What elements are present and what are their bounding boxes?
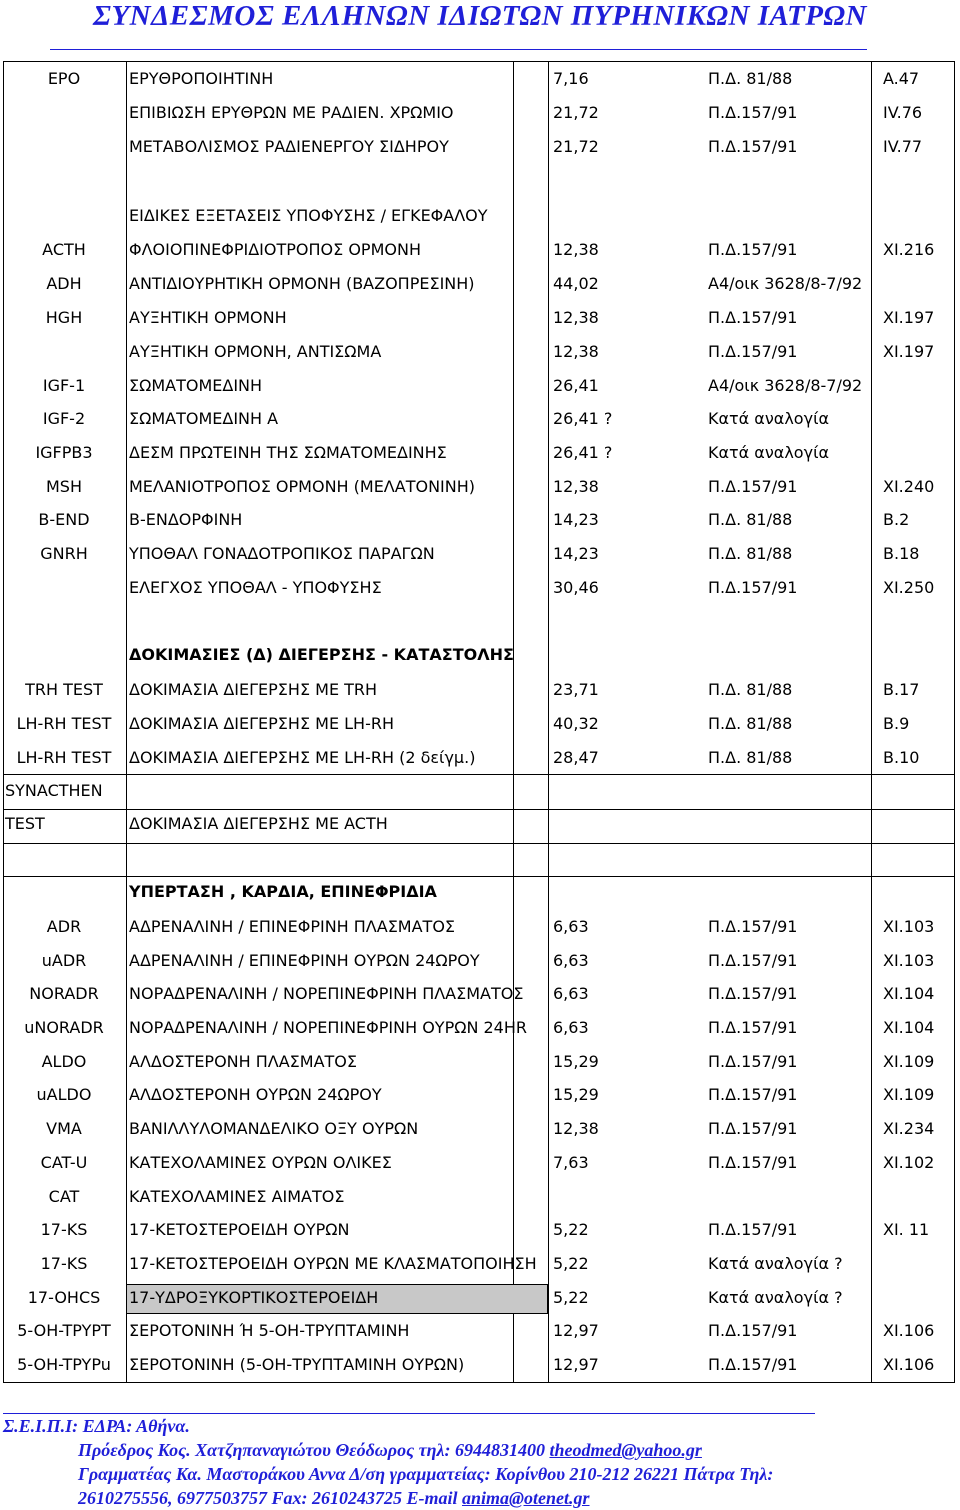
cell-ref: XI.104 xyxy=(883,1018,935,1037)
cell-name: ΦΛΟΙΟΠΙΝΕΦΡΙΔΙΟΤΡΟΠΟΣ ΟΡΜΟΝΗ xyxy=(129,240,421,259)
cell-ref: XI.197 xyxy=(883,342,935,361)
cell-code: ALDO xyxy=(41,1052,87,1071)
cell-ref: XI.102 xyxy=(883,1153,935,1172)
cell-ref: XI.109 xyxy=(883,1085,935,1104)
cell-price: 28,47 xyxy=(553,748,599,767)
cell-law: Π.Δ.157/91 xyxy=(708,137,798,156)
header-divider xyxy=(50,49,867,50)
cell-ref: B.10 xyxy=(883,748,920,767)
cell-law: Π.Δ.157/91 xyxy=(708,1153,798,1172)
footer-contact xyxy=(78,1486,958,1510)
cell-name: ΜΕΛΑΝΙΟΤΡΟΠΟΣ ΟΡΜΟΝΗ (ΜΕΛΑΤΟΝΙΝΗ) xyxy=(129,477,475,496)
row-divider xyxy=(3,843,955,844)
cell-law: Π.Δ.157/91 xyxy=(708,1355,798,1374)
cell-ref: XI.197 xyxy=(883,308,935,327)
cell-law: Π.Δ. 81/88 xyxy=(708,714,793,733)
cell-name: ΑΔΡΕΝΑΛΙΝΗ / ΕΠΙΝΕΦΡΙΝΗ ΟΥΡΩΝ 24ΩΡΟΥ xyxy=(129,951,480,970)
cell-name: ΔΕΣΜ ΠΡΩΤΕΙΝΗ ΤΗΣ ΣΩΜΑΤΟΜΕΔΙΝΗΣ xyxy=(129,443,447,462)
cell-ref: XI. 11 xyxy=(883,1220,930,1239)
cell-name: ΑΛΔΟΣΤΕΡΟΝΗ ΠΛΑΣΜΑΤΟΣ xyxy=(129,1052,358,1071)
cell-law: Κατά αναλογία ? xyxy=(708,1288,843,1307)
cell-law: Π.Δ.157/91 xyxy=(708,951,798,970)
cell-price: 44,02 xyxy=(553,274,599,293)
cell-name: ΜΕΤΑΒΟΛΙΣΜΟΣ ΡΑΔΙΕΝΕΡΓΟΥ ΣΙΔΗΡΟΥ xyxy=(129,137,449,156)
cell-name: 17-ΚΕΤΟΣΤΕΡΟΕΙΔΗ ΟΥΡΩΝ xyxy=(129,1220,350,1239)
cell-name: ΚΑΤΕΧΟΛΑΜΙΝΕΣ ΑΙΜΑΤΟΣ xyxy=(129,1187,345,1206)
footer-address: Σ.Ε.Ι.Π.Ι: ΕΔΡΑ: Αθήνα. xyxy=(3,1416,190,1436)
cell-code: ADH xyxy=(46,274,82,293)
cell-name: ΝΟΡΑΔΡΕΝΑΛΙΝΗ / ΝΟΡΕΠΙΝΕΦΡΙΝΗ ΠΛΑΣΜΑΤΟΣ xyxy=(129,984,524,1003)
cell-law: Π.Δ.157/91 xyxy=(708,477,798,496)
cell-code: uNORADR xyxy=(24,1018,104,1037)
cell-law: Π.Δ. 81/88 xyxy=(708,69,793,88)
cell-name: ΕΛΕΓΧΟΣ ΥΠΟΘΑΛ - ΥΠΟΦΥΣΗΣ xyxy=(129,578,382,597)
cell-price: 7,63 xyxy=(553,1153,589,1172)
cell-law: Π.Δ.157/91 xyxy=(708,1018,798,1037)
cell-price: 40,32 xyxy=(553,714,599,733)
cell-price: 23,71 xyxy=(553,680,599,699)
cell-law: Α4/οικ 3628/8-7/92 xyxy=(708,376,863,395)
cell-price: 6,63 xyxy=(553,951,589,970)
footer-president-text: Πρόεδρος Κος. Χατζηπαναγιώτου Θεόδωρος τηλ: 6944831400 xyxy=(78,1440,550,1460)
cell-law: Π.Δ.157/91 xyxy=(708,1119,798,1138)
cell-law: Π.Δ. 81/88 xyxy=(708,680,793,699)
cell-price: 26,41 ? xyxy=(553,409,613,428)
cell-law: Π.Δ.157/91 xyxy=(708,342,798,361)
cell-code: NORADR xyxy=(29,984,99,1003)
section-title-stimulation-tests: ΔΟΚΙΜΑΣΙΕΣ (Δ) ΔΙΕΓΕΡΣΗΣ - ΚΑΤΑΣΤΟΛΗΣ xyxy=(129,645,514,664)
cell-law: Π.Δ.157/91 xyxy=(708,578,798,597)
cell-price: 7,16 xyxy=(553,69,589,88)
cell-law: Κατά αναλογία xyxy=(708,409,830,428)
cell-ref: XI.103 xyxy=(883,951,935,970)
cell-code: uADR xyxy=(41,951,87,970)
cell-name: 17-ΥΔΡΟΞΥΚΟΡΤΙΚΟΣΤΕΡΟΕΙΔΗ xyxy=(129,1288,379,1307)
cell-code: 17-KS xyxy=(40,1220,88,1239)
cell-code: ADR xyxy=(46,917,82,936)
cell-code: CAT xyxy=(48,1187,80,1206)
column-divider xyxy=(871,61,872,1383)
cell-price: 15,29 xyxy=(553,1085,599,1104)
cell-price: 5,22 xyxy=(553,1220,589,1239)
cell-name: ΣΕΡΟΤΟΝΙΝΗ (5-OH-ΤΡΥΠΤΑΜΙΝΗ ΟΥΡΩΝ) xyxy=(129,1355,465,1374)
cell-law: Π.Δ. 81/88 xyxy=(708,748,793,767)
cell-code: 5-OH-TPYPu xyxy=(17,1355,111,1374)
cell-law: Π.Δ.157/91 xyxy=(708,1220,798,1239)
cell-code: 5-OH-TPYPT xyxy=(17,1321,111,1340)
cell-price: 14,23 xyxy=(553,510,599,529)
cell-price: 26,41 xyxy=(553,376,599,395)
cell-code: GNRH xyxy=(40,544,88,563)
cell-name: ΝΟΡΑΔΡΕΝΑΛΙΝΗ / ΝΟΡΕΠΙΝΕΦΡΙΝΗ ΟΥΡΩΝ 24HR xyxy=(129,1018,527,1037)
cell-name: ΑΥΞΗΤΙΚΗ ΟΡΜΟΝΗ, ΑΝΤΙΣΩΜΑ xyxy=(129,342,382,361)
cell-law: Α4/οικ 3628/8-7/92 xyxy=(708,274,863,293)
column-divider xyxy=(548,61,549,1383)
cell-price: 12,38 xyxy=(553,1119,599,1138)
cell-code: MSH xyxy=(46,477,82,496)
cell-ref: B.9 xyxy=(883,714,910,733)
cell-code: 17-OHCS xyxy=(27,1288,101,1307)
cell-ref: B.2 xyxy=(883,510,910,529)
cell-name: ΣΩΜΑΤΟΜΕΔΙΝΗ Α xyxy=(129,409,279,428)
cell-code: TRH TEST xyxy=(25,680,103,699)
cell-name: 17-ΚΕΤΟΣΤΕΡΟΕΙΔΗ ΟΥΡΩΝ ΜΕ ΚΛΑΣΜΑΤΟΠΟΙΗΣΗ xyxy=(129,1254,537,1273)
cell-ref: A.47 xyxy=(883,69,920,88)
cell-law: Π.Δ. 81/88 xyxy=(708,544,793,563)
cell-code: B-END xyxy=(38,510,90,529)
cell-ref: XI.250 xyxy=(883,578,935,597)
cell-law: Π.Δ.157/91 xyxy=(708,917,798,936)
cell-code: uALDO xyxy=(36,1085,92,1104)
cell-price: 5,22 xyxy=(553,1288,589,1307)
cell-ref: XI.109 xyxy=(883,1052,935,1071)
cell-ref: XI.240 xyxy=(883,477,935,496)
cell-ref: XI.106 xyxy=(883,1321,935,1340)
cell-price: 5,22 xyxy=(553,1254,589,1273)
cell-price: 30,46 xyxy=(553,578,599,597)
footer-president xyxy=(78,1438,958,1462)
cell-law: Π.Δ. 81/88 xyxy=(708,510,793,529)
cell-price: 12,97 xyxy=(553,1321,599,1340)
cell-price: 12,38 xyxy=(553,240,599,259)
cell-name: ΔΟΚΙΜΑΣΙΑ ΔΙΕΓΕΡΣΗΣ ΜΕ LH-RH xyxy=(129,714,395,733)
cell-code: IGFPB3 xyxy=(35,443,93,462)
cell-law: Κατά αναλογία xyxy=(708,443,830,462)
cell-price: 6,63 xyxy=(553,1018,589,1037)
cell-law: Π.Δ.157/91 xyxy=(708,984,798,1003)
row-divider xyxy=(3,876,955,877)
cell-law: Π.Δ.157/91 xyxy=(708,1085,798,1104)
cell-name: ΔΟΚΙΜΑΣΙΑ ΔΙΕΓΕΡΣΗΣ ΜΕ TRH xyxy=(129,680,378,699)
cell-law: Π.Δ.157/91 xyxy=(708,240,798,259)
cell-code: IGF-1 xyxy=(42,376,86,395)
cell-code: VMA xyxy=(46,1119,82,1138)
section-title-hypertension: ΥΠΕΡΤΑΣΗ , ΚΑΡΔΙΑ, ΕΠΙΝΕΦΡΙΔΙΑ xyxy=(129,882,437,901)
cell-name: ΒΑΝΙΛΛΥΛΟΜΑΝΔΕΛΙΚΟ ΟΞΥ ΟΥΡΩΝ xyxy=(129,1119,419,1138)
cell-code: ACTH xyxy=(42,240,86,259)
cell-price: 26,41 ? xyxy=(553,443,613,462)
cell-law: Π.Δ.157/91 xyxy=(708,103,798,122)
cell-law: Π.Δ.157/91 xyxy=(708,1321,798,1340)
cell-ref: XI.106 xyxy=(883,1355,935,1374)
cell-name: ΥΠΟΘΑΛ ΓΟΝΑΔΟΤΡΟΠΙΚΟΣ ΠΑΡΑΓΩΝ xyxy=(129,544,435,563)
footer-president-email[interactable]: theodmed@yahoo.gr xyxy=(549,1440,702,1460)
cell-name: B-ΕΝΔΟΡΦΙΝΗ xyxy=(129,510,243,529)
footer-contact-email[interactable]: anima@otenet.gr xyxy=(462,1488,590,1508)
cell-name: ΣΕΡΟΤΟΝΙΝΗ Ή 5-OH-ΤΡΥΠΤΑΜΙΝΗ xyxy=(129,1321,410,1340)
page-title: ΣΥΝΔΕΣΜΟΣ ΕΛΛΗΝΩΝ ΙΔΙΩΤΩΝ ΠΥΡΗΝΙΚΩΝ ΙΑΤΡΩΝ xyxy=(93,0,867,32)
cell-ref: XI.103 xyxy=(883,917,935,936)
column-divider xyxy=(126,61,127,1383)
cell-ref: XI.104 xyxy=(883,984,935,1003)
cell-name: ΑΝΤΙΔΙΟΥΡΗΤΙΚΗ ΟΡΜΟΝΗ (ΒΑΖΟΠΡΕΣΙΝΗ) xyxy=(129,274,475,293)
section-title-pituitary: ΕΙΔΙΚΕΣ ΕΞΕΤΑΣΕΙΣ ΥΠΟΦΥΣΗΣ / ΕΓΚΕΦΑΛΟΥ xyxy=(129,206,488,225)
cell-price: 21,72 xyxy=(553,137,599,156)
cell-price: 12,38 xyxy=(553,477,599,496)
row-divider xyxy=(3,809,955,810)
cell-code: EPO xyxy=(47,69,81,88)
cell-price: 6,63 xyxy=(553,917,589,936)
cell-price: 12,38 xyxy=(553,308,599,327)
cell-price: 12,97 xyxy=(553,1355,599,1374)
cell-ref: B.18 xyxy=(883,544,920,563)
column-divider xyxy=(513,61,514,1383)
cell-name: ΔΟΚΙΜΑΣΙΑ ΔΙΕΓΕΡΣΗΣ ΜΕ LH-RH (2 δείγμ.) xyxy=(129,748,476,767)
cell-name: ΣΩΜΑΤΟΜΕΔΙΝΗ xyxy=(129,376,263,395)
cell-ref: IV.77 xyxy=(883,137,923,156)
cell-law: Κατά αναλογία ? xyxy=(708,1254,843,1273)
cell-code: HGH xyxy=(45,308,83,327)
row-divider xyxy=(3,774,955,775)
cell-code: CAT-U xyxy=(40,1153,88,1172)
cell-law: Π.Δ.157/91 xyxy=(708,308,798,327)
cell-ref: XI.216 xyxy=(883,240,935,259)
footer-contact-text: 2610275556, 6977503757 Fax: 2610243725 E-mail xyxy=(78,1488,463,1508)
cell-code: LH-RH TEST xyxy=(16,748,112,767)
cell-name: ΚΑΤΕΧΟΛΑΜΙΝΕΣ ΟΥΡΩΝ ΟΛΙΚΕΣ xyxy=(129,1153,392,1172)
cell-name: ΑΔΡΕΝΑΛΙΝΗ / ΕΠΙΝΕΦΡΙΝΗ ΠΛΑΣΜΑΤΟΣ xyxy=(129,917,456,936)
cell-name: ΕΠΙΒΙΩΣΗ ΕΡΥΘΡΩΝ ΜΕ ΡΑΔΙΕΝ. ΧΡΩΜΙΟ xyxy=(129,103,454,122)
cell-code: 17-KS xyxy=(40,1254,88,1273)
cell-price: 14,23 xyxy=(553,544,599,563)
cell-ref: IV.76 xyxy=(883,103,923,122)
cell-name: ΑΛΔΟΣΤΕΡΟΝΗ ΟΥΡΩΝ 24ΩΡΟΥ xyxy=(129,1085,382,1104)
cell-code: SYNACTHEN xyxy=(5,781,103,800)
cell-code: IGF-2 xyxy=(42,409,86,428)
cell-price: 6,63 xyxy=(553,984,589,1003)
cell-price: 21,72 xyxy=(553,103,599,122)
footer-secretary: Γραμματέας Κα. Μαστοράκου Αννα Δ/ση γραμματείας: Κορίνθου 210-212 26221 Πάτρα Τηλ: xyxy=(78,1464,774,1484)
cell-price: 15,29 xyxy=(553,1052,599,1071)
cell-code: TEST xyxy=(5,814,45,833)
cell-code: LH-RH TEST xyxy=(16,714,112,733)
cell-name: ΑΥΞΗΤΙΚΗ ΟΡΜΟΝΗ xyxy=(129,308,287,327)
cell-name: ΔΟΚΙΜΑΣΙΑ ΔΙΕΓΕΡΣΗΣ ΜΕ ACTH xyxy=(129,814,388,833)
cell-name: ΕΡΥΘΡΟΠΟΙΗΤΙΝΗ xyxy=(129,69,274,88)
cell-price: 12,38 xyxy=(553,342,599,361)
cell-law: Π.Δ.157/91 xyxy=(708,1052,798,1071)
cell-ref: B.17 xyxy=(883,680,920,699)
cell-ref: XI.234 xyxy=(883,1119,935,1138)
